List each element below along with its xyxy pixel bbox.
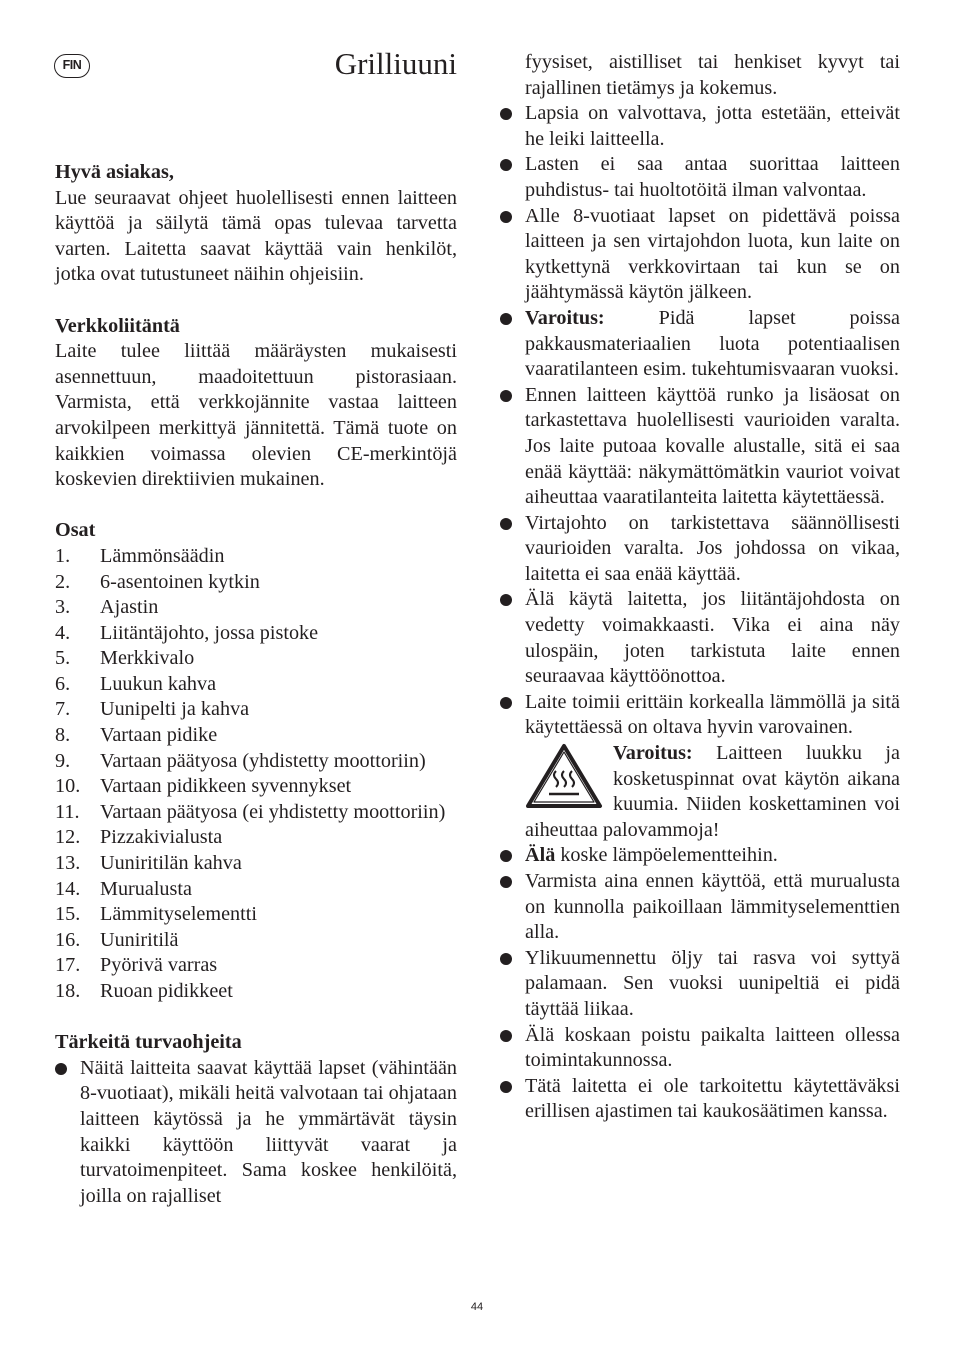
bullet-text: koske lämpöelementteihin.	[555, 844, 778, 867]
item-label: Pyörivä varras	[100, 954, 218, 977]
bullet-text: Tätä laitetta ei ole tarkoitettu käytettäväksi erillisen ajastimen tai kaukosäätimen kanssa.	[525, 1074, 900, 1123]
list-item	[55, 902, 457, 928]
item-label: Uunipelti ja kahva	[100, 698, 250, 721]
item-label: Pizzakivialusta	[100, 826, 223, 849]
item-number: 4.	[55, 621, 71, 644]
bullet-text: Laite toimii erittäin korkealla lämmöllä ja sitä käytettäessä on oltava hyvin varovainen.	[525, 690, 900, 739]
item-number: 2.	[55, 570, 71, 593]
page-number: 44	[470, 1301, 484, 1313]
parts-heading: Osat	[55, 519, 96, 542]
list-item	[500, 1023, 900, 1074]
bullet-icon	[500, 108, 512, 120]
item-number: 16.	[55, 928, 81, 951]
list-item	[55, 749, 457, 775]
item-label: Liitäntäjohto, jossa pistoke	[100, 621, 319, 644]
list-item	[500, 843, 900, 869]
bullet-text: Virtajohto on tarkistettava säännöllisesti vaurioiden varalta. Jos johdossa on vikaa, laitetta ei saa enää käyttää.	[525, 511, 900, 585]
item-label: Vartaan pidikkeen syvennykset	[100, 775, 352, 798]
item-number: 17.	[55, 954, 81, 977]
item-label: Luukun kahva	[100, 672, 217, 695]
bullet-icon	[500, 159, 512, 171]
bullet-text: Varmista aina ennen käyttöä, että murualusta on kunnolla paikoillaan lämmityselementtien alla.	[525, 870, 900, 944]
list-item	[55, 953, 457, 979]
bullet-text: Lasten ei saa antaa suorittaa laitteen puhdistus- tai huoltotöitä ilman valvontaa.	[525, 153, 900, 201]
item-number: 5.	[55, 647, 71, 670]
safety-list	[500, 101, 900, 741]
bullet-text: Älä käytä laitetta, jos liitäntäjohdosta on vedetty voimakkaasti. Vika ei aina näy ulospäin, joten tarkistuta laite ennen seuraavaa käyttöönottoa.	[525, 588, 900, 688]
list-item	[55, 697, 457, 723]
list-item	[500, 511, 900, 588]
left-column	[55, 160, 457, 1209]
list-item	[55, 1056, 457, 1210]
list-item	[55, 979, 457, 1005]
list-item	[55, 570, 457, 596]
bullet-icon	[500, 1030, 512, 1042]
bullet-text: Alle 8-vuotiaat lapset on pidettävä poissa laitteen ja sen virtajohdon luota, kun laite on kytkettynä verkkovirtaan tai kun se on jäähtymässä käytön jälkeen.	[525, 204, 900, 304]
list-item	[55, 877, 457, 903]
bullet-icon	[500, 518, 512, 530]
bullet-icon	[500, 850, 512, 862]
list-item	[500, 152, 900, 203]
list-item	[500, 946, 900, 1023]
item-label: Uuniritilän kahva	[100, 852, 242, 875]
warning-bold: Varoitus:	[613, 742, 693, 765]
list-item	[55, 928, 457, 954]
item-number: 14.	[55, 877, 81, 900]
item-label: Lämmityselementti	[100, 903, 257, 926]
intro-text: Lue seuraavat ohjeet huolellisesti ennen laitteen käyttöä ja säilytä tämä opas tulevaa tarvetta varten. Laitetta saavat käyttää vain henkilöt, jotka ovat tutustuneet näihin ohjeisiin.	[55, 186, 457, 286]
item-number: 13.	[55, 852, 81, 875]
bullet-text: Pidä lapset poissa pakkausmateriaalien luota potentiaalisen vaaratilanteen esim. tukehtumisvaaran vuoksi.	[525, 306, 900, 381]
bullet-icon	[500, 313, 512, 325]
item-label: Vartaan päätyosa (yhdistetty moottoriin)	[100, 749, 426, 772]
item-number: 8.	[55, 724, 71, 747]
bullet-icon	[500, 390, 512, 402]
item-number: 6.	[55, 672, 71, 695]
bullet-icon	[500, 697, 512, 709]
safety-list-end	[500, 843, 900, 1125]
bullet-icon	[500, 594, 512, 606]
item-label: 6-asentoinen kytkin	[100, 570, 260, 593]
list-item	[55, 544, 457, 570]
bullet-icon	[55, 1063, 67, 1075]
bullet-bold: Älä	[525, 844, 556, 867]
bullet-bold: Varoitus:	[525, 306, 605, 329]
item-label: Lämmönsäädin	[100, 544, 225, 567]
bullet-icon	[500, 1081, 512, 1093]
item-number: 15.	[55, 903, 81, 926]
list-item	[500, 204, 900, 306]
item-label: Murualusta	[100, 877, 192, 900]
bullet-text: Ennen laitteen käyttöä runko ja lisäosat on tarkastettava huolellisesti vaurioiden varalta. Jos laite putoaa kovalle alustalle, sitä ei saa enää käyttää: näkymättömätkin vauriot voivat aiheuttaa vaaratilanteita laitetta käytettäessä.	[525, 383, 900, 509]
item-number: 11.	[55, 800, 80, 823]
language-badge: FIN	[54, 54, 90, 78]
item-number: 1.	[55, 544, 71, 567]
warning-text: Laitteen luukku ja kosketuspinnat ovat käytön aikana kuumia. Niiden koskettaminen voi aiheuttaa palovammoja!	[525, 742, 900, 841]
right-column	[500, 50, 900, 1125]
bullet-icon	[500, 211, 512, 223]
bullet-icon	[500, 876, 512, 888]
item-label: Ruoan pidikkeet	[100, 980, 233, 1002]
safety-list-start	[55, 1056, 457, 1210]
mains-heading: Verkkoliitäntä	[55, 314, 180, 337]
bullet-continuation: fyysiset, aistilliset tai henkiset kyvyt tai rajallinen tietämys ja kokemus.	[525, 51, 900, 99]
item-label: Uuniritilä	[100, 928, 179, 951]
intro-heading: Hyvä asiakas,	[55, 161, 174, 183]
list-item	[500, 869, 900, 946]
list-item	[500, 587, 900, 689]
parts-list	[55, 544, 457, 1005]
bullet-text: Ylikuumennettu öljy tai rasva voi syttyä palamaan. Sen vuoksi uunipeltiä ei pidä täyttää liikaa.	[525, 946, 900, 1020]
list-item	[55, 851, 457, 877]
list-item	[500, 690, 900, 741]
item-number: 9.	[55, 749, 71, 772]
item-label: Vartaan päätyosa (ei yhdistetty moottoriin)	[100, 800, 446, 823]
bullet-text: Lapsia on valvottava, jotta estetään, etteivät he leiki laitteella.	[525, 102, 900, 150]
item-label: Merkkivalo	[100, 647, 195, 670]
hot-surface-warning	[500, 741, 900, 843]
list-item	[500, 383, 900, 511]
list-item	[55, 595, 457, 621]
list-item	[500, 306, 900, 383]
list-item	[500, 1074, 900, 1125]
list-item	[55, 621, 457, 647]
list-item	[55, 723, 457, 749]
item-label: Ajastin	[100, 596, 159, 619]
item-number: 7.	[55, 698, 71, 721]
item-label: Vartaan pidike	[100, 724, 218, 747]
bullet-text: Näitä laitteita saavat käyttää lapset (vähintään 8-vuotiaat), mikäli heitä valvotaan tai ohjataan laitteen käytössä ja he ymmärtävät täysin kaikki käyttöön liittyvät vaarat ja turvatoimenpiteet. Sama koskee henkilöitä, joilla on rajalliset	[80, 1056, 457, 1207]
list-item	[55, 672, 457, 698]
item-number: 3.	[55, 596, 71, 619]
item-number: 10.	[55, 775, 81, 798]
hot-surface-warning-icon	[525, 743, 603, 809]
bullet-icon	[500, 953, 512, 965]
safety-heading: Tärkeitä turvaohjeita	[55, 1031, 242, 1054]
list-item	[55, 800, 457, 826]
bullet-text: Älä koskaan poistu paikalta laitteen ollessa toimintakunnossa.	[525, 1023, 900, 1072]
list-item	[55, 825, 457, 851]
item-number: 12.	[55, 826, 81, 849]
item-number: 18.	[55, 980, 81, 1002]
list-item	[55, 774, 457, 800]
mains-text: Laite tulee liittää määräysten mukaisesti asennettuun, maadoitettuun pistorasiaan. Varmista, että verkkojännite vastaa laitteen arvokilpeen merkittyä jännitettä. Tämä tuote on kaikkien voimassa olevien CE-merkintöjä koskevien direktiivien mukainen.	[55, 340, 457, 491]
list-item	[500, 101, 900, 152]
page-title: Grilliuuni	[334, 46, 457, 81]
list-item	[55, 646, 457, 672]
